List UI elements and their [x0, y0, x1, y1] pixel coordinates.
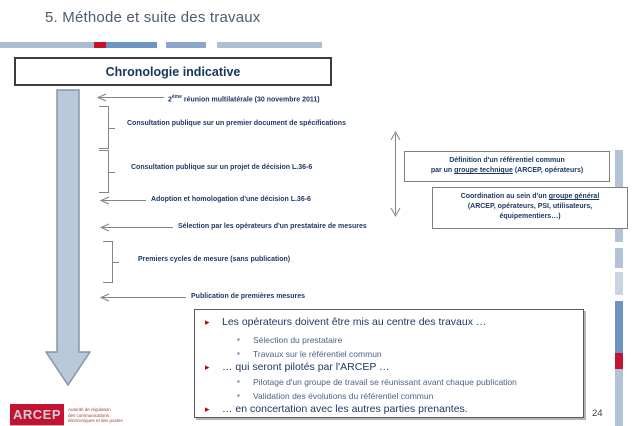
left-arrow-icon [100, 293, 186, 302]
arcep-logo-text: ARCEP [12, 407, 61, 422]
timeline-item-text: réunion multilatérale (30 novembre 2011) [181, 96, 320, 104]
side-box-groupe-general [432, 187, 628, 229]
timeline-item-label: Adoption et homologation d'une décision L.36-6 [151, 196, 311, 203]
bracket-icon [103, 241, 113, 283]
page-title: 5. Méthode et suite des travaux [45, 9, 261, 26]
side-box-line [433, 192, 627, 202]
arcep-tagline-line: des communications [68, 412, 110, 418]
left-arrow-icon [100, 196, 146, 205]
decor-bar-segment [217, 42, 322, 48]
decor-vbar-segment-red [615, 353, 623, 369]
square-bullet-icon: ▪ [237, 335, 240, 344]
side-box-text: Coordination au sein d'un [460, 193, 549, 200]
arcep-tagline-line: électroniques et des postes [68, 418, 123, 424]
side-box-line: équipementiers…) [499, 213, 561, 220]
arcep-logo [10, 404, 64, 425]
bullet-text: Les opérateurs doivent être mis au centre des travaux … [222, 316, 487, 328]
decor-vbar-segment [615, 301, 623, 353]
side-box-text: par un [430, 167, 455, 174]
summary-box [194, 309, 584, 418]
decor-vbar-segment [615, 272, 623, 295]
timeline-item-label: Consultation publique sur un projet de décision L.36-6 [131, 164, 313, 171]
decor-bar-segment [106, 42, 157, 48]
vertical-double-arrow-icon [389, 131, 402, 217]
side-box-groupe-technique [404, 151, 610, 182]
big-down-arrow-icon [45, 89, 91, 387]
triangle-bullet-icon: ▸ [205, 404, 210, 414]
decor-bar-segment [0, 42, 94, 48]
timeline-item-label: Premiers cycles de mesure (sans publication) [138, 256, 291, 263]
decor-bar-segment [166, 42, 206, 48]
side-box-underlined-text: groupe général [548, 193, 600, 200]
side-box-line: Définition d'un référentiel commun [449, 157, 565, 164]
decor-vbar-segment [615, 369, 623, 426]
timeline-item-superscript: ème [171, 94, 182, 100]
sub-bullet-text: Validation des évolutions du référentiel commun [253, 391, 434, 401]
timeline-item-text: 2 [168, 96, 172, 104]
left-arrow-icon [100, 223, 173, 232]
bracket-icon [99, 106, 109, 149]
bracket-icon [99, 150, 109, 193]
sub-bullet-text: Pilotage d'un groupe de travail se réunissant avant chaque publication [253, 377, 517, 387]
triangle-bullet-icon: ▸ [205, 317, 210, 327]
decor-vbar-segment [615, 248, 623, 268]
chronology-heading-box [14, 57, 332, 86]
sub-bullet-text: Travaux sur le référentiel commun [253, 349, 382, 359]
timeline-item-label: Consultation publique sur un premier document de spécifications [127, 120, 346, 127]
chronology-heading: Chronologie indicative [105, 64, 241, 79]
side-box-text: (ARCEP, opérateurs) [512, 167, 584, 174]
side-box-underlined-text: groupe technique [454, 167, 513, 174]
side-box-line: (ARCEP, opérateurs, PSI, utilisateurs, [467, 203, 593, 210]
bullet-text: … en concertation avec les autres parties prenantes. [222, 403, 468, 415]
bullet-text: … qui seront pilotés par l'ARCEP … [222, 361, 390, 373]
arcep-logo-tagline [68, 407, 123, 424]
page-number: 24 [592, 408, 603, 419]
triangle-bullet-icon: ▸ [205, 362, 210, 372]
left-arrow-icon [97, 93, 164, 102]
timeline-item-label: Sélection par les opérateurs d'un prestataire de mesures [178, 223, 367, 230]
timeline-item-label: Publication de premières mesures [191, 293, 305, 300]
square-bullet-icon: ▪ [237, 391, 240, 400]
square-bullet-icon: ▪ [237, 377, 240, 386]
timeline-item-label [168, 93, 320, 104]
side-box-line [405, 166, 609, 176]
arcep-tagline-line: Autorité de régulation [68, 407, 111, 412]
square-bullet-icon: ▪ [237, 349, 240, 358]
sub-bullet-text: Sélection du prestataire [253, 335, 343, 345]
decor-bar-segment-red [94, 42, 106, 48]
